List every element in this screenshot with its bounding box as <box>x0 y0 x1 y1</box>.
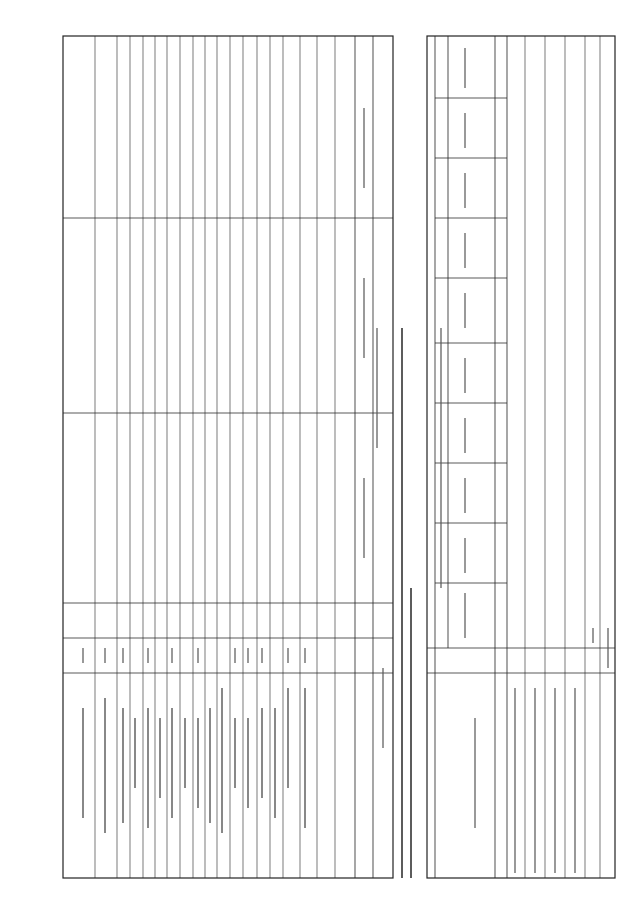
table-1-border <box>63 36 393 878</box>
subsection-heading-2 <box>0 0 1 1</box>
table-1-row-label-marks <box>83 688 305 833</box>
table-2-border <box>427 36 615 878</box>
table-1-header-marks <box>364 108 383 748</box>
table-2-column-rules <box>427 98 615 673</box>
section-heading-marks <box>402 328 411 878</box>
rotated-form-drawing <box>55 28 620 890</box>
table-2-text-marks <box>441 48 608 873</box>
table-2-row-rules <box>525 36 600 878</box>
table-1-code-marks <box>83 648 305 663</box>
table-1-row-rules <box>95 36 335 878</box>
